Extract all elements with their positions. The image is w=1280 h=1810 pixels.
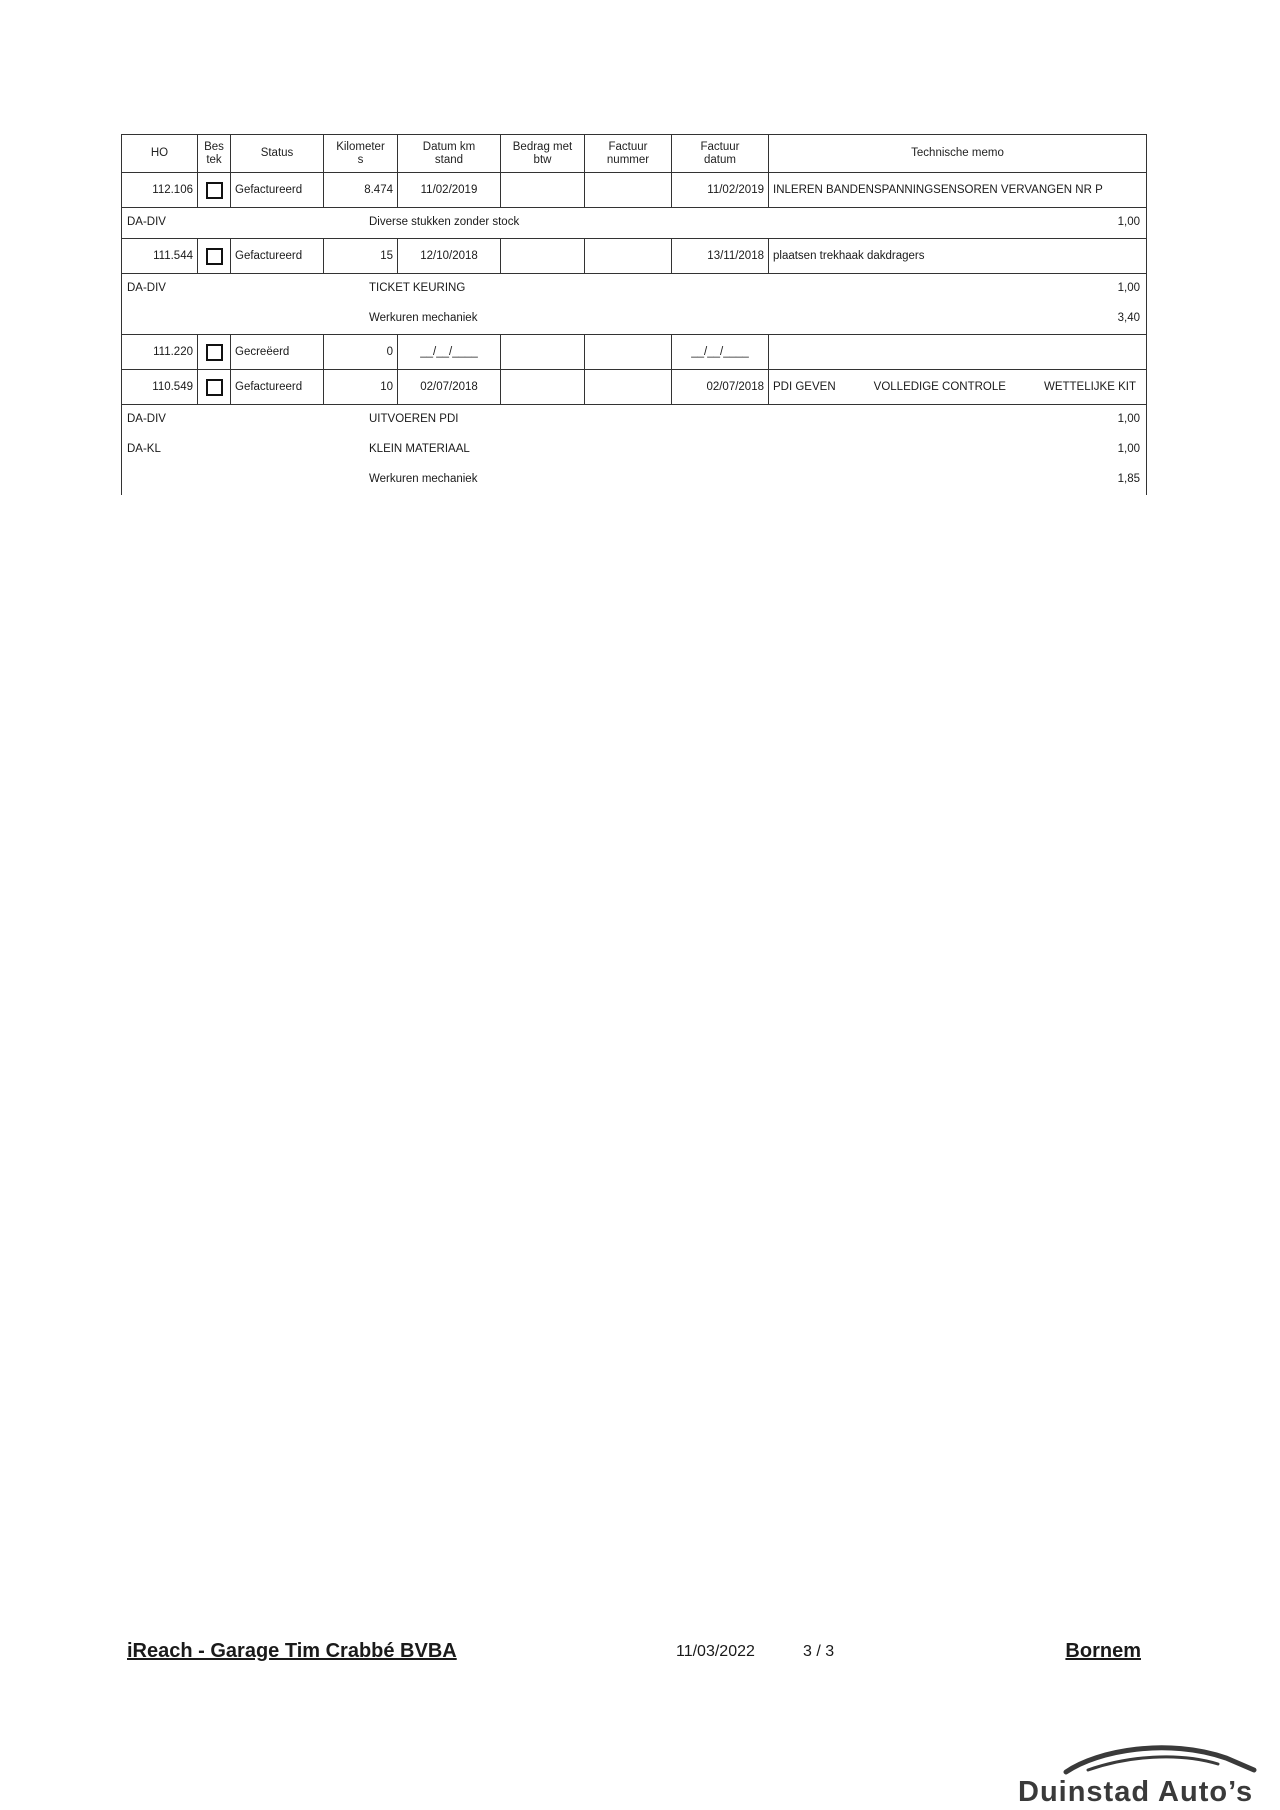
memo-part: WETTELIJKE KIT bbox=[1043, 381, 1136, 393]
datum-km-cell: 11/02/2019 bbox=[398, 173, 501, 208]
header-datum-km: Datum km stand bbox=[398, 135, 501, 173]
ho-number: 112.106 bbox=[122, 173, 198, 208]
order-row-111220 bbox=[121, 334, 1147, 370]
status-cell: Gefactureerd bbox=[231, 173, 324, 208]
order-lines bbox=[121, 405, 1147, 495]
company-name: iReach - Garage Tim Crabbé BVBA bbox=[127, 1640, 457, 1662]
table-row bbox=[122, 370, 1147, 405]
article-quantity: 3,40 bbox=[1117, 312, 1140, 324]
status-cell: Gefactureerd bbox=[231, 370, 324, 405]
article-code: DA-DIV bbox=[127, 282, 166, 294]
logo-text: Duinstad Auto’s bbox=[1018, 1776, 1254, 1808]
bedrag-cell bbox=[501, 239, 585, 274]
bedrag-cell bbox=[501, 370, 585, 405]
article-code: DA-KL bbox=[127, 443, 161, 455]
factuurnummer-cell bbox=[585, 173, 672, 208]
line-item bbox=[122, 435, 1146, 465]
article-quantity: 1,85 bbox=[1117, 473, 1140, 485]
km-cell: 0 bbox=[324, 335, 398, 370]
bestek-checkbox[interactable] bbox=[198, 173, 231, 208]
km-cell: 10 bbox=[324, 370, 398, 405]
status-cell: Gecreëerd bbox=[231, 335, 324, 370]
line-item bbox=[122, 208, 1146, 238]
line-item bbox=[122, 465, 1146, 495]
km-cell: 15 bbox=[324, 239, 398, 274]
page-footer bbox=[127, 1640, 1141, 1666]
factuurdatum-cell: 11/02/2019 bbox=[672, 173, 769, 208]
article-description: Werkuren mechaniek bbox=[369, 473, 478, 485]
orders-grid bbox=[121, 134, 1147, 173]
datum-km-cell: 12/10/2018 bbox=[398, 239, 501, 274]
memo-cell: INLEREN BANDENSPANNINGSENSOREN VERVANGEN NR P bbox=[769, 173, 1147, 208]
article-description: UITVOEREN PDI bbox=[369, 413, 459, 425]
status-cell: Gefactureerd bbox=[231, 239, 324, 274]
maintenance-history-table bbox=[121, 134, 1147, 495]
checkbox-icon bbox=[206, 379, 223, 396]
header-factuurnummer: Factuur nummer bbox=[585, 135, 672, 173]
page-number: 3 / 3 bbox=[803, 1643, 835, 1660]
memo-cell bbox=[769, 335, 1147, 370]
factuurnummer-cell bbox=[585, 239, 672, 274]
article-description: Werkuren mechaniek bbox=[369, 312, 478, 324]
memo-cell bbox=[769, 370, 1147, 405]
line-item bbox=[122, 274, 1146, 304]
order-row-112106 bbox=[121, 172, 1147, 208]
order-row-110549 bbox=[121, 369, 1147, 405]
table-row bbox=[122, 173, 1147, 208]
brand-logo bbox=[1018, 1740, 1280, 1810]
article-quantity: 1,00 bbox=[1117, 282, 1140, 294]
factuurdatum-cell: 13/11/2018 bbox=[672, 239, 769, 274]
header-status: Status bbox=[231, 135, 324, 173]
article-code: DA-DIV bbox=[127, 413, 166, 425]
car-silhouette-icon bbox=[1058, 1740, 1258, 1780]
datum-km-cell: 02/07/2018 bbox=[398, 370, 501, 405]
checkbox-icon bbox=[206, 344, 223, 361]
header-bedrag: Bedrag met btw bbox=[501, 135, 585, 173]
table-row bbox=[122, 239, 1147, 274]
memo-part: PDI GEVEN bbox=[773, 381, 836, 393]
article-quantity: 1,00 bbox=[1117, 216, 1140, 228]
line-item bbox=[122, 304, 1146, 334]
bedrag-cell bbox=[501, 335, 585, 370]
header-kilometers: Kilometer s bbox=[324, 135, 398, 173]
memo-cell: plaatsen trekhaak dakdragers bbox=[769, 239, 1147, 274]
checkbox-icon bbox=[206, 182, 223, 199]
article-description: KLEIN MATERIAAL bbox=[369, 443, 470, 455]
ho-number: 111.220 bbox=[122, 335, 198, 370]
factuurnummer-cell bbox=[585, 335, 672, 370]
header-bestek: Bes tek bbox=[198, 135, 231, 173]
table-row bbox=[122, 335, 1147, 370]
bestek-checkbox[interactable] bbox=[198, 239, 231, 274]
article-quantity: 1,00 bbox=[1117, 443, 1140, 455]
article-code: DA-DIV bbox=[127, 216, 166, 228]
checkbox-icon bbox=[206, 248, 223, 265]
table-header-row bbox=[122, 135, 1147, 173]
ho-number: 111.544 bbox=[122, 239, 198, 274]
factuurdatum-cell: __/__/____ bbox=[672, 335, 769, 370]
bedrag-cell bbox=[501, 173, 585, 208]
factuurnummer-cell bbox=[585, 370, 672, 405]
order-row-111544 bbox=[121, 238, 1147, 274]
location: Bornem bbox=[1065, 1640, 1141, 1662]
ho-number: 110.549 bbox=[122, 370, 198, 405]
article-quantity: 1,00 bbox=[1117, 413, 1140, 425]
bestek-checkbox[interactable] bbox=[198, 370, 231, 405]
article-description: Diverse stukken zonder stock bbox=[369, 216, 520, 228]
line-item bbox=[122, 405, 1146, 435]
order-lines bbox=[121, 208, 1147, 239]
order-lines bbox=[121, 274, 1147, 335]
factuurdatum-cell: 02/07/2018 bbox=[672, 370, 769, 405]
header-technische-memo: Technische memo bbox=[769, 135, 1147, 173]
memo-part: VOLLEDIGE CONTROLE bbox=[873, 381, 1006, 393]
bestek-checkbox[interactable] bbox=[198, 335, 231, 370]
km-cell: 8.474 bbox=[324, 173, 398, 208]
print-date: 11/03/2022 bbox=[676, 1643, 755, 1660]
header-ho: HO bbox=[122, 135, 198, 173]
article-description: TICKET KEURING bbox=[369, 282, 466, 294]
datum-km-cell: __/__/____ bbox=[398, 335, 501, 370]
header-factuurdatum: Factuur datum bbox=[672, 135, 769, 173]
